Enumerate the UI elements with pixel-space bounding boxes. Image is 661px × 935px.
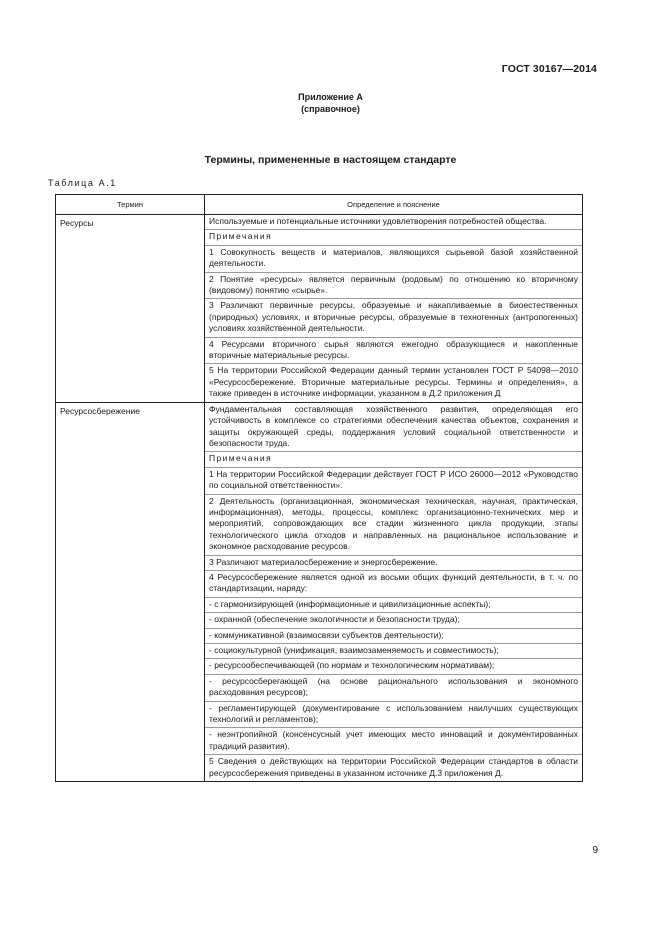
terms-table [55,194,583,782]
page-number: 9 [592,845,598,856]
standard-number: ГОСТ 30167—2014 [501,63,597,75]
note-paragraph: 1 Совокупность веществ и материалов, являющихся сырьевой базой хозяйственной деятельности. [205,246,582,273]
note-paragraph: 4 Ресурсами вторичного сырья являются ежегодно образующиеся и накопленные вторичные материальные ресурсы. [205,338,582,365]
notes-heading: Примечания [205,452,582,467]
table-caption: Таблица А.1 [48,178,117,188]
term-cell: Ресурсы [56,215,205,403]
table-row [56,402,583,781]
list-item: - ресурсосберегающей (на основе рационального использования и экономного расходования ресурсов); [205,675,582,702]
note-paragraph: 4 Ресурсосбережение является одной из восьми общих функций деятельности, в т. ч. по стандартизации, наряду: [205,571,582,598]
list-item: - регламентирующей (документирование с использованием наилучших существующих технологий и регламентов); [205,702,582,729]
appendix-title: Приложение А [298,92,363,102]
appendix-type: (справочное) [301,104,360,114]
note-paragraph: 1 На территории Российской Федерации действует ГОСТ Р ИСО 26000—2012 «Руководство по социальной ответственности». [205,468,582,495]
note-paragraph: 3 Различают первичные ресурсы, образуемые и накапливаемые в биоестественных (природных) условиях, и вторичные ресурсы, образуемые в техногенных (антропогенных) условиях хозяйственной деятельности. [205,299,582,337]
list-item: - с гармонизирующей (информационные и цивилизационные аспекты); [205,598,582,613]
section-title: Термины, примененные в настоящем стандарте [204,154,457,166]
column-header-term: Термин [56,195,205,215]
list-item: - ресурсообеспечивающей (по нормам и технологическим нормативам); [205,659,582,674]
definition-cell [205,215,583,403]
note-paragraph: 3 Различают материалосбережение и энергосбережение. [205,556,582,571]
list-item: - социокультурной (унификация, взаимозаменяемость и совместимость); [205,644,582,659]
definition-cell [205,402,583,781]
table-row [56,215,583,403]
list-item: - неэнтропийной (консенсусный учет имеющих место инноваций и документированных традиций развития). [205,728,582,755]
note-paragraph: 2 Понятие «ресурсы» является первичным (родовым) по отношению ко вторичному (видовому) понятию «сырье». [205,273,582,300]
table-header-row [56,195,583,215]
notes-heading: Примечания [205,230,582,245]
term-cell: Ресурсосбережение [56,402,205,781]
list-item: - коммуникативной (взаимосвязи субъектов деятельности); [205,629,582,644]
column-header-definition: Определение и пояснение [205,195,583,215]
definition-paragraph: Используемые и потенциальные источники удовлетворения потребностей общества. [205,215,582,230]
note-paragraph: 5 Сведения о действующих на территории Российской Федерации стандартов в области ресурсосбережения приведены в указанном источнике Д.3 приложения Д. [209,756,578,778]
note-paragraph: 5 На территории Российской Федерации данный термин установлен ГОСТ Р 54098—2010 «Ресурсосбережение. Вторичные материальные ресурсы. Термины и определения», а также приведен в источнике информации, указанном в Д.2 приложения Д [209,365,578,399]
list-item: - охранной (обеспечение экологичности и безопасности труда); [205,613,582,628]
note-paragraph: 2 Деятельность (организационная, экономическая техническая, научная, практическая, информационная), методы, процессы, комплекс организационно-технических мер и мероприятий, сопровождающих все стадии жизненного цикла продукции, этапы технологического цикла отходов и направленных на рациональное использование и экономное расходование ресурсов. [205,495,582,556]
definition-paragraph: Фундаментальная составляющая хозяйственного развития, определяющая его устойчивость в комплексе со стратегиями обеспечения качества объектов, сохранения и защиты окружающей среды, поддержания условий социальной ответственности и безопасности труда. [205,403,582,453]
